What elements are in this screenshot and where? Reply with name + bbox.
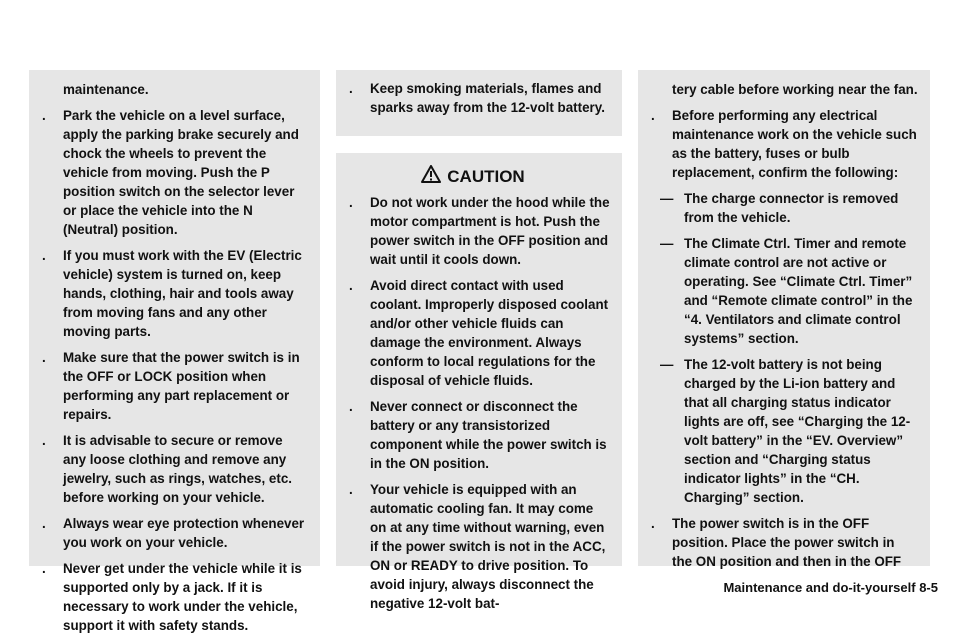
page-footer: Maintenance and do-it-yourself 8-5 [723,580,938,595]
list-item: . Before performing any electrical maintenance work on the vehicle such as the battery, fuses or bulb replacement, confirm the following: [651,108,917,180]
caution-heading [336,159,610,193]
list-item: . Make sure that the power switch is in the OFF or LOCK position when performing any part replacement or repairs. [42,350,300,422]
sub-list-item: — The Climate Ctrl. Timer and remote climate control are not active or operating. See “Climate Ctrl. Timer” and “Remote climate control” in the “4. Ventilators and climate control systems” section. [660,236,913,346]
list-item: . It is advisable to secure or remove any loose clothing and remove any jewelry, such as rings, watches, etc. before working on your vehicle. [42,433,292,505]
sub-list-item: — The 12-volt battery is not being charged by the Li-ion battery and that all charging status indicator lights are off, see “Charging the 12-volt battery” in the “EV. Overview” section and “Charging status indicator lights” in the “CH. Charging” section. [660,357,911,505]
list-item: . Always wear eye protection whenever you work on your vehicle. [42,516,305,550]
column-3 [638,70,930,569]
list-item: . Never connect or disconnect the battery or any transistorized component while the power switch is in the ON position. [349,399,607,471]
list-item: . Avoid direct contact with used coolant. Improperly disposed coolant and/or other vehicle fluids can damage the environment. Always conform to local regulations for the disposal of vehicle fluids. [349,278,609,388]
list-item: . Keep smoking materials, flames and sparks away from the 12-volt battery. [349,81,605,115]
list-item: . If you must work with the EV (Electric vehicle) system is turned on, keep hands, clothing, hair and tools away from moving fans and any other moving parts. [42,248,302,339]
caution-title: CAUTION [447,166,525,186]
list-item: . Do not work under the hood while the motor compartment is hot. Push the power switch in the OFF position and wait until it cools down. [349,195,610,267]
warning-triangle-icon [421,165,441,187]
continued-text: maintenance. [63,82,149,97]
list-item: . The power switch is in the OFF position. Place the power switch in the ON position and then in the OFF [651,516,902,569]
list-item: . Park the vehicle on a level surface, apply the parking brake securely and chock the wheels to prevent the vehicle from moving. Push the P position switch on the selector lever or place the vehicle into the N (Neutral) position. [42,108,299,237]
caution-box [336,153,622,611]
column-1 [29,70,320,633]
list-item: . Your vehicle is equipped with an automatic cooling fan. It may come on at any time without warning, even if the power switch is not in the ACC, ON or READY to drive position. To avoid injury, always disconnect the negative 12-volt bat- [349,482,606,611]
sub-list-item: — The charge connector is removed from the vehicle. [660,191,899,225]
list-item: . Never get under the vehicle while it is supported only by a jack. If it is necessary to work under the vehicle, support it with safety stands. [42,561,302,633]
column-2-top [336,70,622,136]
continued-text: tery cable before working near the fan. [672,82,918,97]
